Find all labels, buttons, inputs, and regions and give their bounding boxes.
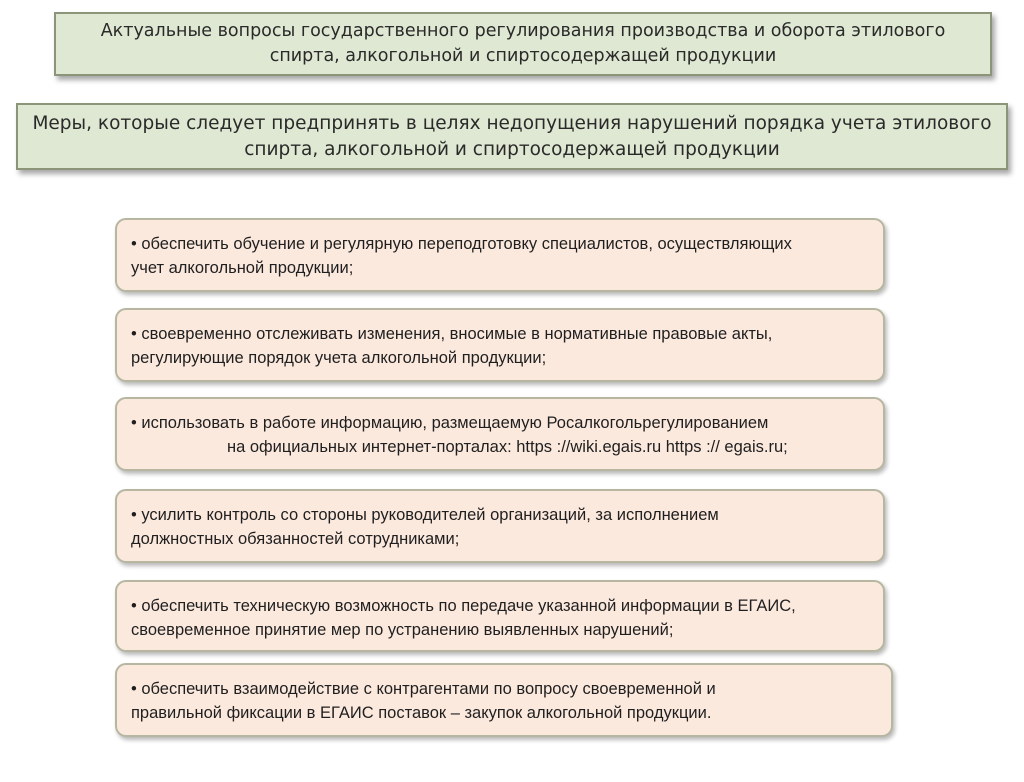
measure-text-line-1: • использовать в работе информацию, размещаемую Росалкогольрегулированием	[131, 414, 769, 432]
slide-title-line-1: Актуальные вопросы государственного регулирования производства и оборота этилового	[100, 21, 946, 41]
measure-text-line-1: • обеспечить взаимодействие с контрагентами по вопросу своевременной и	[131, 680, 716, 698]
measure-text-line-2: на официальных интернет-порталах: https ://wiki.egais.ru https :// egais.ru;	[227, 438, 788, 456]
measure-text-line-1: • усилить контроль со стороны руководителей организаций, за исполнением	[131, 506, 719, 524]
slide-title	[101, 19, 946, 69]
measure-item-counterparty-interaction	[115, 663, 893, 737]
measures-heading	[32, 111, 991, 163]
measure-text-line-2: должностных обязанностей сотрудниками;	[131, 530, 460, 548]
measure-text-line-2: регулирующие порядок учета алкогольной продукции;	[131, 349, 547, 367]
measure-item-strengthen-control	[115, 489, 885, 563]
measure-item-use-information	[115, 397, 885, 471]
measure-item-track-changes	[115, 308, 885, 382]
measures-heading-line-2: спирта, алкогольной и спиртосодержащей продукции	[244, 138, 780, 160]
measures-heading-box	[16, 103, 1008, 170]
slide-title-line-2: спирта, алкогольной и спиртосодержащей продукции	[269, 46, 777, 66]
slide-title-box	[54, 12, 992, 76]
measure-text-line-1: • обеспечить техническую возможность по передаче указанной информации в ЕГАИС,	[131, 597, 796, 615]
measures-heading-line-1: Меры, которые следует предпринять в целях недопущения нарушений порядка учета этилового	[32, 112, 992, 134]
measure-item-technical-capability	[115, 580, 885, 652]
measure-text-line-2: правильной фиксации в ЕГАИС поставок – закупок алкогольной продукции.	[131, 704, 712, 722]
measure-text-line-2: своевременное принятие мер по устранению выявленных нарушений;	[131, 621, 674, 639]
measure-item-training	[115, 218, 885, 292]
measure-text-line-1: • своевременно отслеживать изменения, вносимые в нормативные правовые акты,	[131, 325, 773, 343]
measure-text-line-1: • обеспечить обучение и регулярную переподготовку специалистов, осуществляющих	[131, 235, 792, 253]
measure-text-line-2: учет алкогольной продукции;	[131, 259, 354, 277]
